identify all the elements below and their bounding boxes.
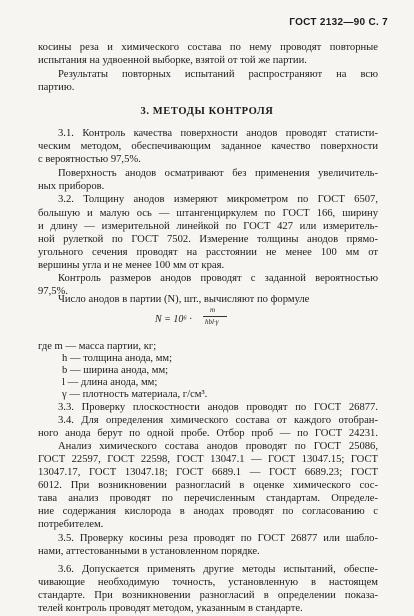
paragraph-line: нами, аттестованными в установленном порядке. xyxy=(38,546,260,557)
paragraph-line: вершины угла и не менее 100 мм от края. xyxy=(38,260,225,271)
paragraph-line: потребителем. xyxy=(38,519,104,530)
paragraph-line: ной рулеткой по ГОСТ 7502. Измерение толщины анодов прямо- xyxy=(38,234,378,245)
paragraph-line: Контроль размеров анодов проводят с заданной вероятностью xyxy=(58,273,378,284)
intro-line: партию. xyxy=(38,82,75,93)
formula xyxy=(155,306,275,332)
paragraph-line: чивающие необходимую точность, установленную в настоящем xyxy=(38,577,378,588)
intro-line: испытания на удвоенной выборке, взятой от той же партии. xyxy=(38,55,307,66)
paragraph-line: 6012. При возникновении разногласий в оценке химического сос- xyxy=(38,480,378,491)
paragraph-line: 13047.17, ГОСТ 13047.18; ГОСТ 6689.1 — ГОСТ 6689.23; ГОСТ xyxy=(38,467,378,478)
variable-line: h — толщина анода, мм; xyxy=(62,353,173,364)
paragraph-line: 3.6. Допускается применять другие методы испытаний, обеспе- xyxy=(58,564,378,575)
paragraph-line: ных приборов. xyxy=(38,181,105,192)
formula-numerator: m xyxy=(210,306,216,314)
paragraph-line: Число анодов в партии (N), шт., вычисляют по формуле xyxy=(58,294,310,305)
paragraph-line: 97,5%. xyxy=(38,286,69,297)
paragraph-line: Поверхность анодов осматривают без применения увеличитель- xyxy=(58,168,378,179)
paragraph-line: ние содержания кислорода в анодах проводят по согласованию с xyxy=(38,506,378,517)
paragraph-line: ческим методом, обеспечивающим заданное качество поверхности xyxy=(38,141,378,152)
paragraph-line: Анализ химического состава анодов проводят по ГОСТ 25086, xyxy=(58,441,378,452)
formula-denominator: hbl·γ xyxy=(205,318,219,326)
paragraph-line: 3.3. Проверку плоскостности анодов проводят по ГОСТ 26877. xyxy=(58,402,378,413)
intro-line: косины реза и химического состава по нему проводят повторные xyxy=(38,42,378,53)
paragraph-line: 3.1. Контроль качества поверхности анодов проводят статисти- xyxy=(58,128,378,139)
intro-line: Результаты повторных испытаний распространяют на всю xyxy=(58,69,378,80)
section-title: 3. МЕТОДЫ КОНТРОЛЯ xyxy=(140,106,274,117)
formula-lhs: N = 10⁶ · xyxy=(155,314,192,325)
page-header: ГОСТ 2132—90 С. 7 xyxy=(289,17,388,28)
paragraph-line: 3.4. Для определения химического состава от каждого отобран- xyxy=(58,415,378,426)
variable-line: l — длина анода, мм; xyxy=(62,377,158,388)
paragraph-line: ГОСТ 22597, ГОСТ 22598, ГОСТ 13047.1 — ГОСТ 13047.15; ГОСТ xyxy=(38,454,378,465)
paragraph-line: ного анода берут по одной пробе. Отбор проб — по ГОСТ 24231. xyxy=(38,428,378,439)
variable-line: где m — масса партии, кг; xyxy=(38,341,157,352)
fraction-bar xyxy=(203,316,227,317)
paragraph-line: большую и малую ось — штангенциркулем по ГОСТ 166, ширину xyxy=(38,208,378,219)
paragraph-line: стандарте. При возникновении разногласий в определении показа- xyxy=(38,590,378,601)
paragraph-line: 3.5. Проверку косины реза проводят по ГОСТ 26877 или шабло- xyxy=(58,533,378,544)
paragraph-line: угольного сечения проводят на расстоянии не менее 100 мм от xyxy=(38,247,378,258)
paragraph-line: 3.2. Толщину анодов измеряют микрометром по ГОСТ 6507, xyxy=(58,194,378,205)
paragraph-line: тава анализ проводят по перечисленным стандартам. Определе- xyxy=(38,493,378,504)
paragraph-line: с вероятностью 97,5%. xyxy=(38,154,141,165)
variable-line: γ — плотность материала, г/см³. xyxy=(62,389,208,400)
variable-line: b — ширина анода, мм; xyxy=(62,365,169,376)
paragraph-line: телей контроль проводят методом, указанным в стандарте. xyxy=(38,603,303,614)
paragraph-line: и длину — измерительной линейкой по ГОСТ 427 или измеритель- xyxy=(38,221,378,232)
